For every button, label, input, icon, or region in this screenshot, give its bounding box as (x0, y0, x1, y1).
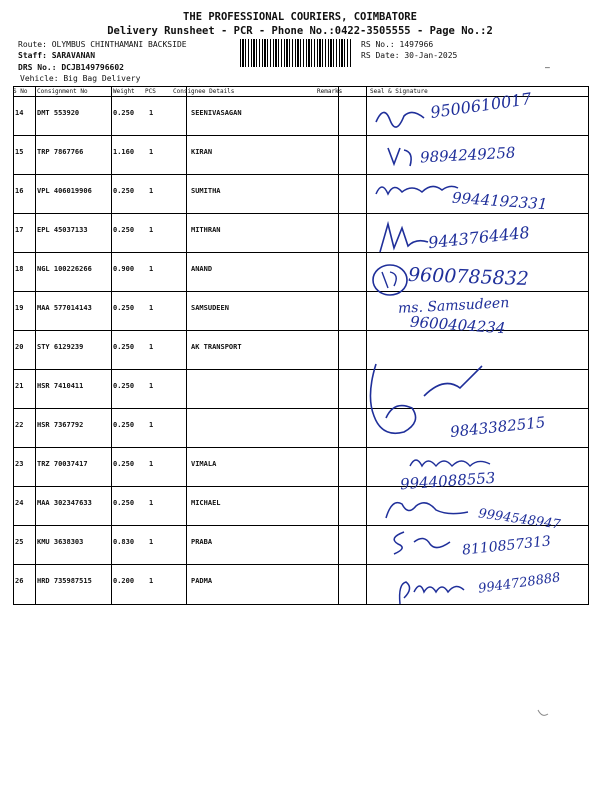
row-consignment: NGL 100226266 (37, 265, 92, 273)
signature-row-26: 9944728888 (477, 570, 562, 597)
column-seal-signature: Seal & Signature (370, 88, 428, 95)
column-remarks: Remarks (317, 88, 343, 95)
row-pcs: 1 (149, 265, 154, 273)
column-weight: Weight (113, 88, 135, 95)
row-sno: 15 (15, 148, 24, 156)
row-consignment: HSR 7367792 (37, 421, 84, 429)
row-weight: 0.250 (113, 187, 135, 195)
runsheet-subtitle: Delivery Runsheet - PCR - Phone No.:0422-3505555 - Page No.:2 (107, 25, 493, 37)
row-consignment: MAA 302347633 (37, 499, 92, 507)
rs-number: RS No.: 1497966 (361, 40, 434, 49)
signature-scribble-16 (372, 174, 462, 204)
staff-label: Staff: SARAVANAN (18, 51, 96, 60)
runsheet-table (13, 86, 589, 604)
signature-row-18: 9600785832 (407, 263, 530, 291)
column-pcs: PCS (145, 88, 156, 95)
row-sno: 24 (15, 499, 24, 507)
row-consignee: MICHAEL (191, 499, 221, 507)
row-consignment: DMT 553920 (37, 109, 80, 117)
signature-row-16: 9944192331 (451, 188, 548, 214)
row-sno: 16 (15, 187, 24, 195)
route-label: Route: OLYMBUS CHINTHAMANI BACKSIDE (18, 40, 187, 49)
row-sno: 21 (15, 382, 24, 390)
stray-mark (536, 708, 550, 722)
row-pcs: 1 (149, 421, 154, 429)
row-weight: 0.900 (113, 265, 135, 273)
row-sno: 14 (15, 109, 24, 117)
signature-row-25: 8110857313 (461, 533, 552, 559)
row-consignee: SUMITHA (191, 187, 221, 195)
row-consignee: ANAND (191, 265, 213, 273)
table-row (13, 447, 589, 486)
row-consignee: PRABA (191, 538, 213, 546)
row-consignment: TRZ 70037417 (37, 460, 88, 468)
signature-scribble-25 (384, 528, 454, 558)
row-sno: 17 (15, 226, 24, 234)
row-pcs: 1 (149, 538, 154, 546)
row-pcs: 1 (149, 304, 154, 312)
signature-stamp-18 (370, 262, 410, 298)
column-sno: S No (13, 88, 28, 95)
row-pcs: 1 (149, 148, 154, 156)
row-pcs: 1 (149, 187, 154, 195)
row-weight: 0.250 (113, 343, 135, 351)
signature-row-15: 9894249258 (419, 143, 516, 167)
row-consignment: EPL 45037133 (37, 226, 88, 234)
row-sno: 25 (15, 538, 24, 546)
row-consignment: HSR 7410411 (37, 382, 84, 390)
rs-date: RS Date: 30-Jan-2025 (361, 51, 458, 60)
row-pcs: 1 (149, 343, 154, 351)
row-consignment: HRD 735987515 (37, 577, 92, 585)
row-sno: 20 (15, 343, 24, 351)
row-weight: 0.250 (113, 499, 135, 507)
row-weight: 0.250 (113, 421, 135, 429)
row-consignee: SEENIVASAGAN (191, 109, 242, 117)
row-sno: 23 (15, 460, 24, 468)
column-consignment: Consignment No (37, 88, 88, 95)
row-sno: 18 (15, 265, 24, 273)
row-consignee: AK TRANSPORT (191, 343, 242, 351)
company-title: THE PROFESSIONAL COURIERS, COIMBATORE (183, 11, 417, 23)
row-weight: 0.250 (113, 382, 135, 390)
row-sno: 19 (15, 304, 24, 312)
column-consignee: Consignee Details (173, 88, 235, 95)
row-pcs: 1 (149, 499, 154, 507)
signature-scribble-23 (406, 452, 496, 474)
signature-scribble-15 (384, 142, 424, 172)
row-pcs: 1 (149, 109, 154, 117)
drs-number: DRS No.: DCJB149796602 (18, 63, 124, 72)
row-consignee: KIRAN (191, 148, 213, 156)
row-consignment: VPL 406019906 (37, 187, 92, 195)
vehicle-label: Vehicle: Big Bag Delivery (20, 74, 141, 83)
barcode (240, 39, 352, 67)
row-weight: 0.250 (113, 304, 135, 312)
signature-row-23: 9944088553 (399, 468, 496, 494)
signature-scribble-26 (394, 574, 478, 610)
signature-scribble-17 (376, 218, 432, 258)
signature-row-14: 9500610017 (429, 89, 533, 122)
row-sno: 22 (15, 421, 24, 429)
signature-row-22: 9843382515 (449, 413, 547, 441)
row-consignment: TRP 7867766 (37, 148, 84, 156)
margin-mark: — (545, 63, 550, 72)
row-sno: 26 (15, 577, 24, 585)
signature-row-17: 9443764448 (427, 222, 531, 253)
signature-row-19-name: ms. Samsudeen (397, 295, 510, 317)
row-consignee: MITHRAN (191, 226, 221, 234)
row-consignment: STY 6129239 (37, 343, 84, 351)
row-consignment: MAA 577014143 (37, 304, 92, 312)
row-weight: 0.250 (113, 226, 135, 234)
signature-row-24: 9994548947 (477, 506, 562, 533)
row-pcs: 1 (149, 460, 154, 468)
row-consignee: VIMALA (191, 460, 217, 468)
signature-row-19: 9600404234 (409, 312, 506, 338)
row-pcs: 1 (149, 382, 154, 390)
row-pcs: 1 (149, 577, 154, 585)
row-pcs: 1 (149, 226, 154, 234)
row-weight: 0.250 (113, 460, 135, 468)
row-weight: 0.830 (113, 538, 135, 546)
signature-scribble-14 (372, 100, 432, 136)
row-weight: 1.160 (113, 148, 135, 156)
row-weight: 0.250 (113, 109, 135, 117)
row-consignee: PADMA (191, 577, 213, 585)
row-consignment: KMU 3638303 (37, 538, 84, 546)
row-consignee: SAMSUDEEN (191, 304, 229, 312)
signature-scribble-24 (382, 494, 472, 524)
row-weight: 0.200 (113, 577, 135, 585)
